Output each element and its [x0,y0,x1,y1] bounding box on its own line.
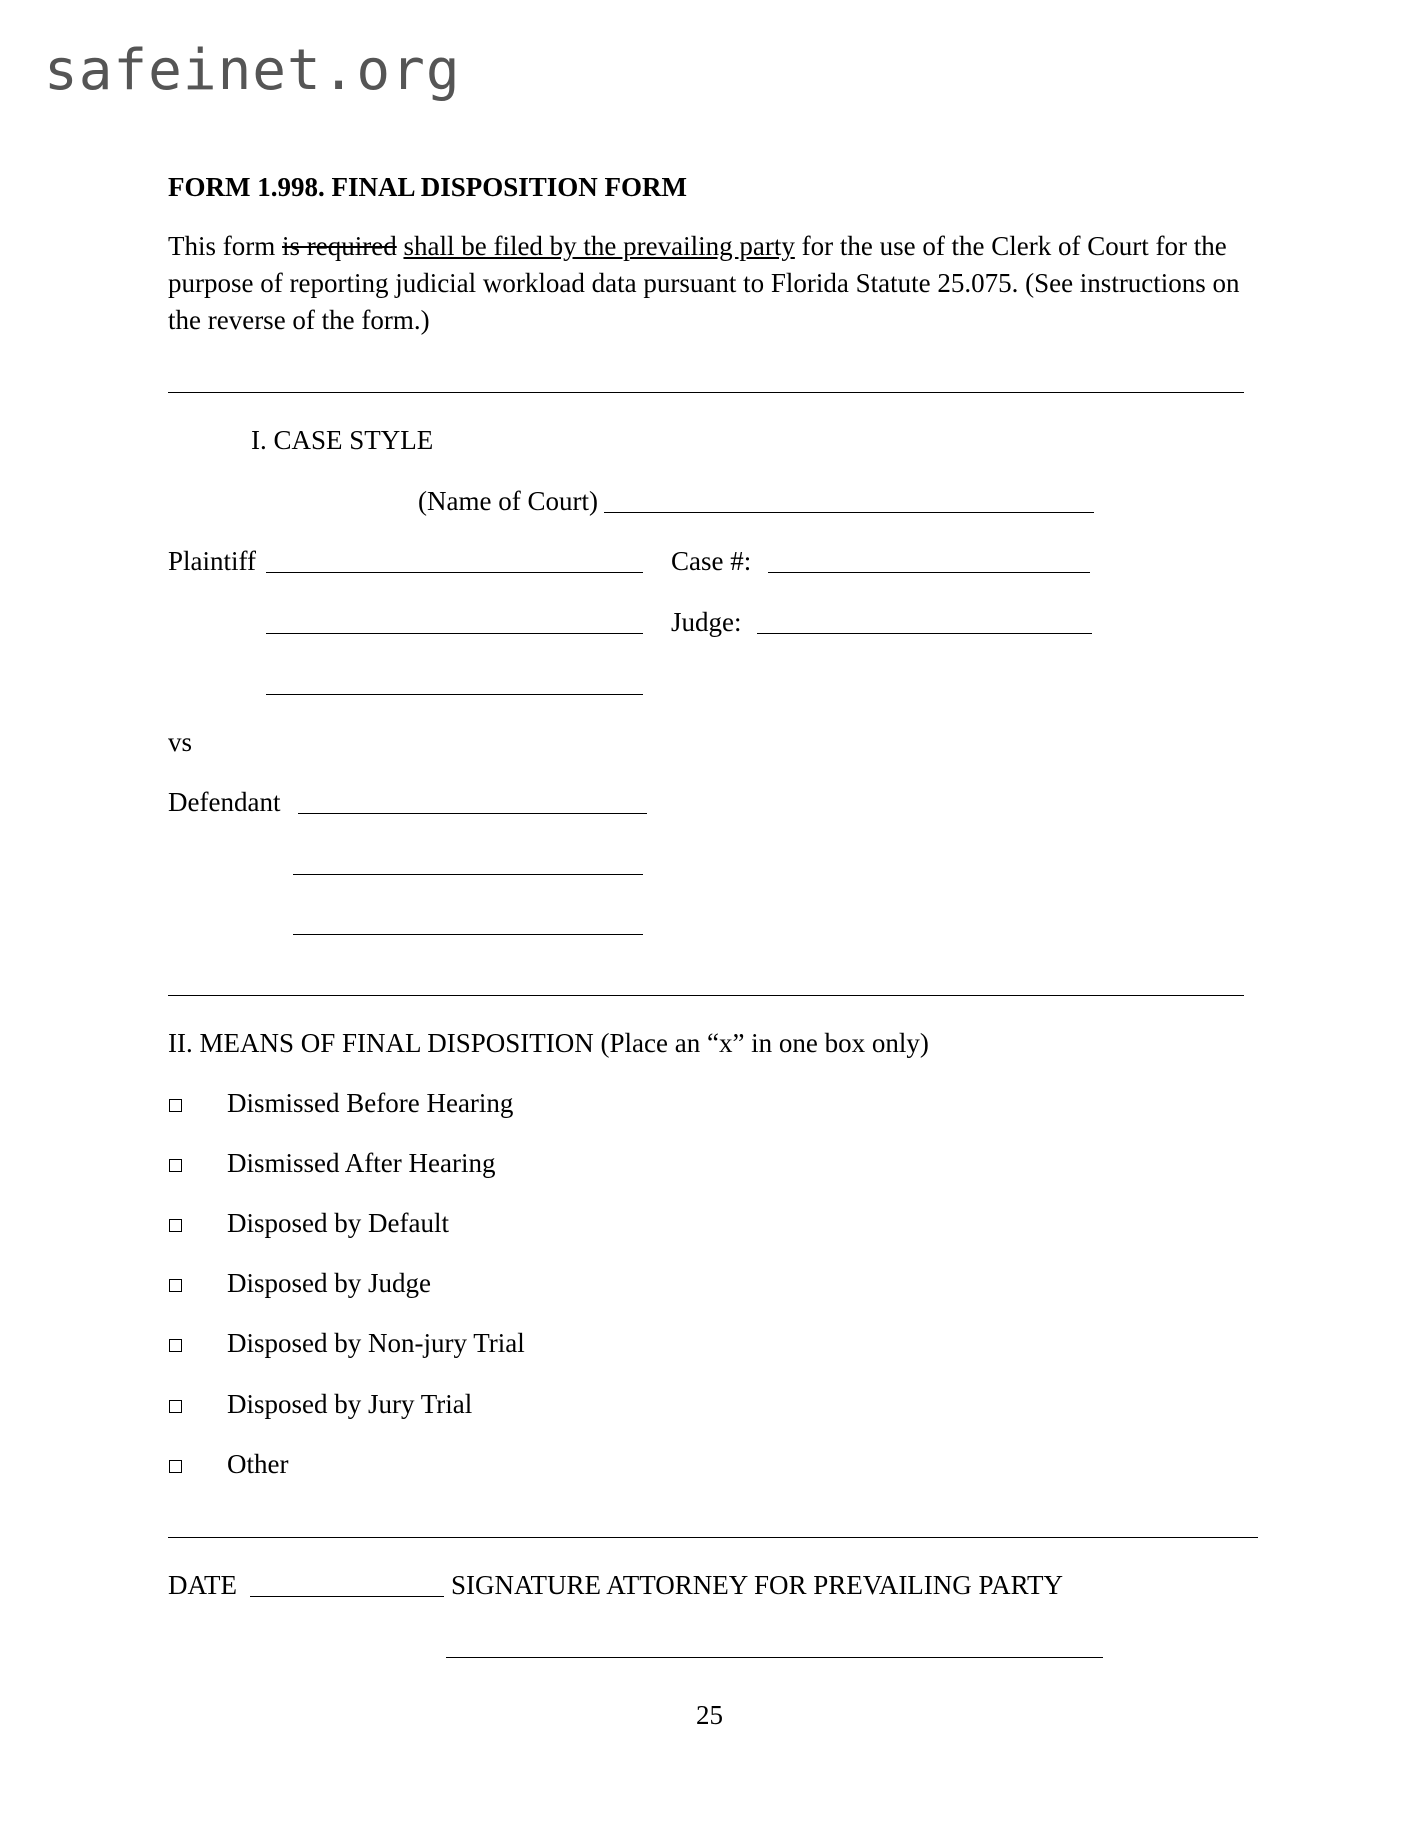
option-label: Disposed by Jury Trial [227,1389,473,1419]
case-style-heading: I. CASE STYLE [251,425,434,455]
case-number-field[interactable] [768,572,1090,573]
section-divider [168,392,1244,393]
option-label: Disposed by Non-jury Trial [227,1328,525,1358]
intro-underlined-text: shall be filed by the prevailing party [403,231,795,261]
option-label: Other [227,1449,289,1479]
checkbox-disposed-by-default[interactable] [169,1219,182,1232]
signature-field[interactable] [446,1657,1103,1658]
plaintiff-field-2[interactable] [266,633,643,634]
defendant-label: Defendant [168,787,281,817]
page-number: 25 [696,1700,723,1730]
section-divider [168,1537,1258,1538]
signature-label: SIGNATURE ATTORNEY FOR PREVAILING PARTY [451,1570,1063,1600]
checkbox-disposed-by-non-jury-trial[interactable] [169,1339,182,1352]
option-label: Dismissed Before Hearing [227,1088,514,1118]
date-field[interactable] [250,1596,444,1597]
option-label: Dismissed After Hearing [227,1148,496,1178]
name-of-court-label: (Name of Court) [418,486,598,516]
defendant-field-1[interactable] [298,813,647,814]
disposition-heading: II. MEANS OF FINAL DISPOSITION (Place an “x” in one box only) [168,1028,929,1058]
section-divider [168,995,1244,996]
intro-text-end: for the use of the Clerk of Court for the purpose of reporting judicial workload data pursuant to Florida Statute 25.075. (See instructions on the reverse of the form.) [168,231,1240,335]
intro-struck-text: is required [282,231,397,261]
intro-text-start: This form [168,231,282,261]
vs-label: vs [168,727,193,757]
checkbox-disposed-by-judge[interactable] [169,1279,182,1292]
name-of-court-field[interactable] [604,512,1094,513]
checkbox-dismissed-after-hearing[interactable] [169,1159,182,1172]
intro-paragraph [168,228,1248,339]
judge-field[interactable] [757,633,1092,634]
plaintiff-label: Plaintiff [168,546,257,576]
option-label: Disposed by Judge [227,1268,431,1298]
form-title: FORM 1.998. FINAL DISPOSITION FORM [168,172,688,202]
plaintiff-field-3[interactable] [266,694,643,695]
checkbox-disposed-by-jury-trial[interactable] [169,1400,182,1413]
case-number-label: Case #: [671,546,752,576]
watermark-text: safeinet.org [44,38,461,103]
date-label: DATE [168,1570,237,1600]
checkbox-dismissed-before-hearing[interactable] [169,1099,182,1112]
plaintiff-field-1[interactable] [266,572,643,573]
judge-label: Judge: [671,607,742,637]
checkbox-other[interactable] [169,1460,182,1473]
option-label: Disposed by Default [227,1208,449,1238]
defendant-field-2[interactable] [293,874,643,875]
defendant-field-3[interactable] [293,934,643,935]
